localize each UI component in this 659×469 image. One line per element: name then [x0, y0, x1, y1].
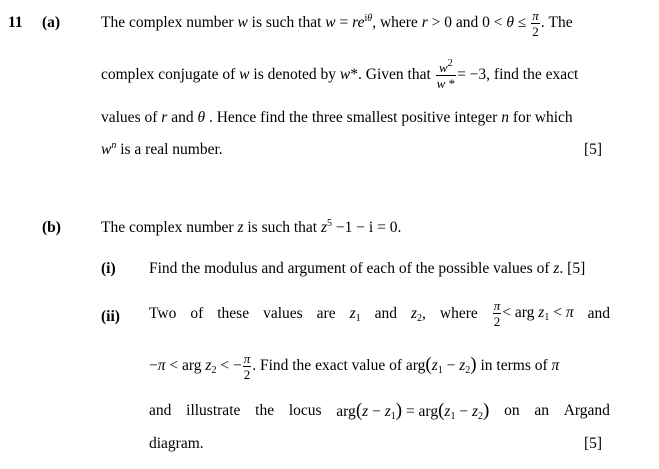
part-a-line-3: values of r and θ . Hence find the three smallest positive integer n for which [101, 109, 573, 126]
part-a-line-1: The complex number w is such that $w = re^{i\theta}$, where r > 0 and 0 < θ ≤ $\frac{\pi}{2}$ . The [101, 8, 573, 39]
sub-ii-line-2: −π < arg $z_2$ < − $\frac{\pi}{2}$ . Find the exact value of $arg(z_1 - z_2)$ in terms of π [149, 351, 560, 382]
sub-ii-marks: [5] [584, 435, 603, 452]
sub-ii-line-1: Two of these values are $z_1$ and $z_2$, where $\frac{\pi}{2}$ < arg $z_1 < \pi$ and [149, 298, 610, 329]
part-a-line-2: complex conjugate of w is denoted by w*. Given that $\frac{w^2}{w *}$ = −3, find the exact [101, 58, 579, 91]
sub-ii-line-4: diagram. [149, 435, 204, 452]
part-a-marks: [5] [584, 141, 603, 158]
sub-i-label: (i) [101, 260, 116, 277]
question-number: 11 [8, 14, 23, 31]
part-a-line-4: $w^n$ is a real number. [101, 140, 223, 158]
sub-i-text: Find the modulus and argument of each of the possible values of z. [5] [149, 260, 586, 277]
part-b-intro: The complex number z is such that $z^5 -1 - i = 0$. [101, 218, 402, 236]
part-a-label: (a) [42, 14, 61, 31]
part-b-label: (b) [42, 219, 61, 236]
sub-ii-label: (ii) [101, 308, 120, 325]
sub-ii-line-3: and illustrate the locus $arg(z - z_1) = arg(z_1 - z_2)$ on an Argand [149, 400, 610, 422]
